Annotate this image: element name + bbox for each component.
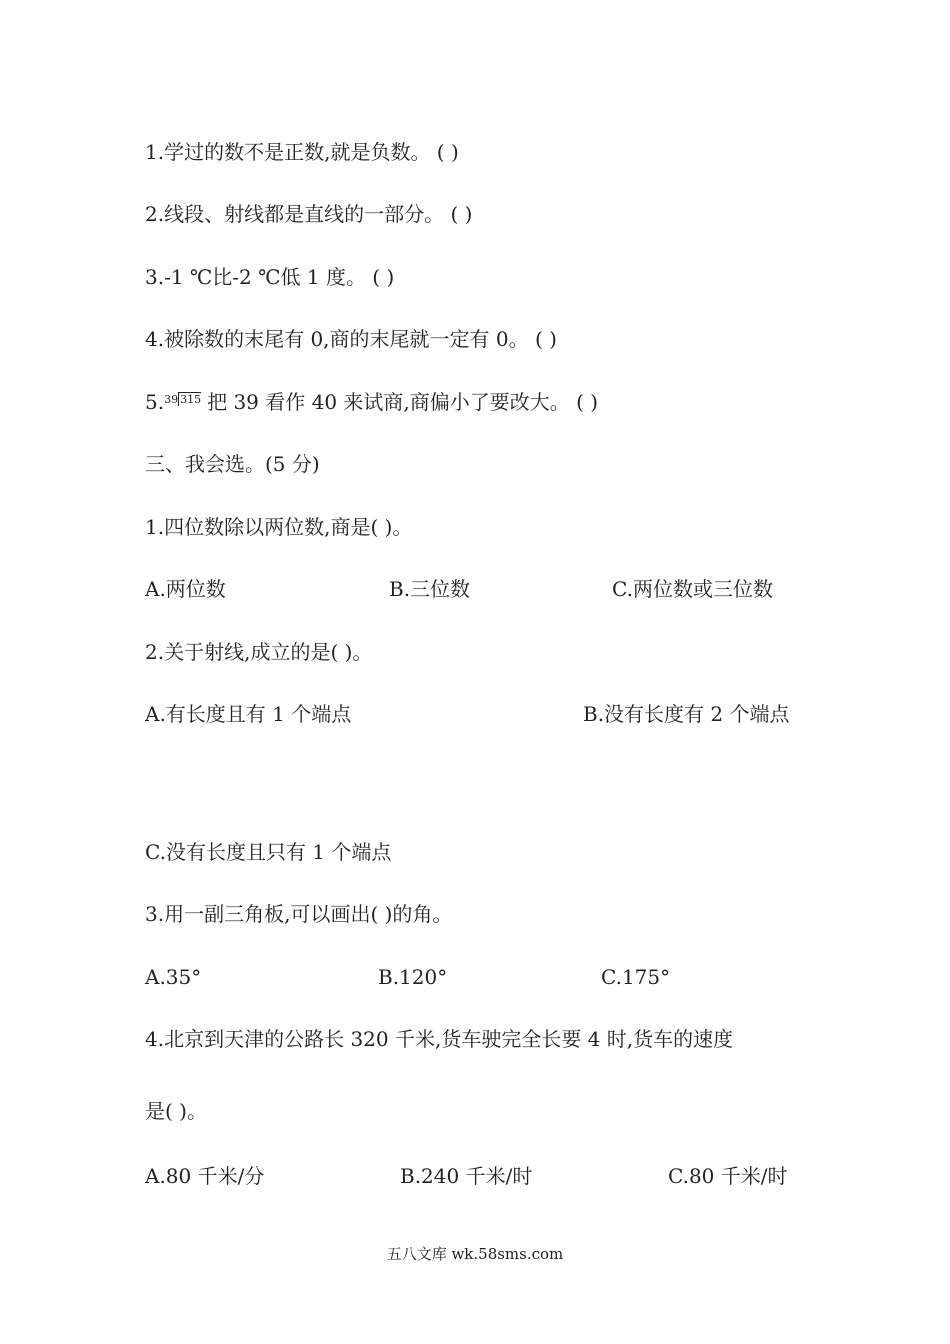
divisor: 39: [164, 393, 179, 406]
choice-q3-stem: 3.用一副三角板,可以画出( )的角。: [145, 902, 453, 926]
choice-q1-stem: 1.四位数除以两位数,商是( )。: [145, 515, 413, 539]
long-division-notation: [164, 393, 201, 407]
judge-q5-number: 5.: [145, 390, 165, 414]
section-title: 三、我会选。(5 分): [145, 452, 320, 476]
choice-q3-option-b: B.120°: [378, 965, 448, 989]
choice-q1-option-a: A.两位数: [145, 577, 226, 601]
choice-q3-option-c: C.175°: [601, 965, 671, 989]
choice-q1-option-c: C.两位数或三位数: [612, 577, 773, 601]
choice-q2-option-b: B.没有长度有 2 个端点: [583, 702, 790, 726]
judge-q2: 2.线段、射线都是直线的一部分。 ( ): [145, 202, 473, 226]
choice-q3-option-a: A.35°: [145, 965, 202, 989]
choice-q2-option-a: A.有长度且有 1 个端点: [145, 702, 352, 726]
choice-q2-option-c: C.没有长度且只有 1 个端点: [145, 840, 392, 864]
choice-q1-option-b: B.三位数: [389, 577, 471, 601]
choice-q4-option-a: A.80 千米/分: [145, 1164, 265, 1188]
choice-q4-option-b: B.240 千米/时: [400, 1164, 533, 1188]
judge-q5-text: 把 39 看作 40 来试商,商偏小了要改大。 ( ): [207, 390, 599, 414]
judge-q4: 4.被除数的末尾有 0,商的末尾就一定有 0。 ( ): [145, 327, 557, 351]
choice-q4-stem-line2: 是( )。: [145, 1099, 207, 1123]
judge-q5: [145, 388, 598, 416]
judge-q3: 3.-1 ℃比-2 ℃低 1 度。 ( ): [145, 265, 395, 289]
choice-q2-stem: 2.关于射线,成立的是( )。: [145, 640, 373, 664]
choice-q4-stem-line1: 4.北京到天津的公路长 320 千米,货车驶完全长要 4 时,货车的速度: [145, 1027, 734, 1051]
judge-q1: 1.学过的数不是正数,就是负数。 ( ): [145, 140, 459, 164]
choice-q4-option-c: C.80 千米/时: [668, 1164, 788, 1188]
footer-watermark: 五八文库 wk.58sms.com: [386, 1245, 564, 1263]
dividend: 315: [180, 393, 202, 406]
